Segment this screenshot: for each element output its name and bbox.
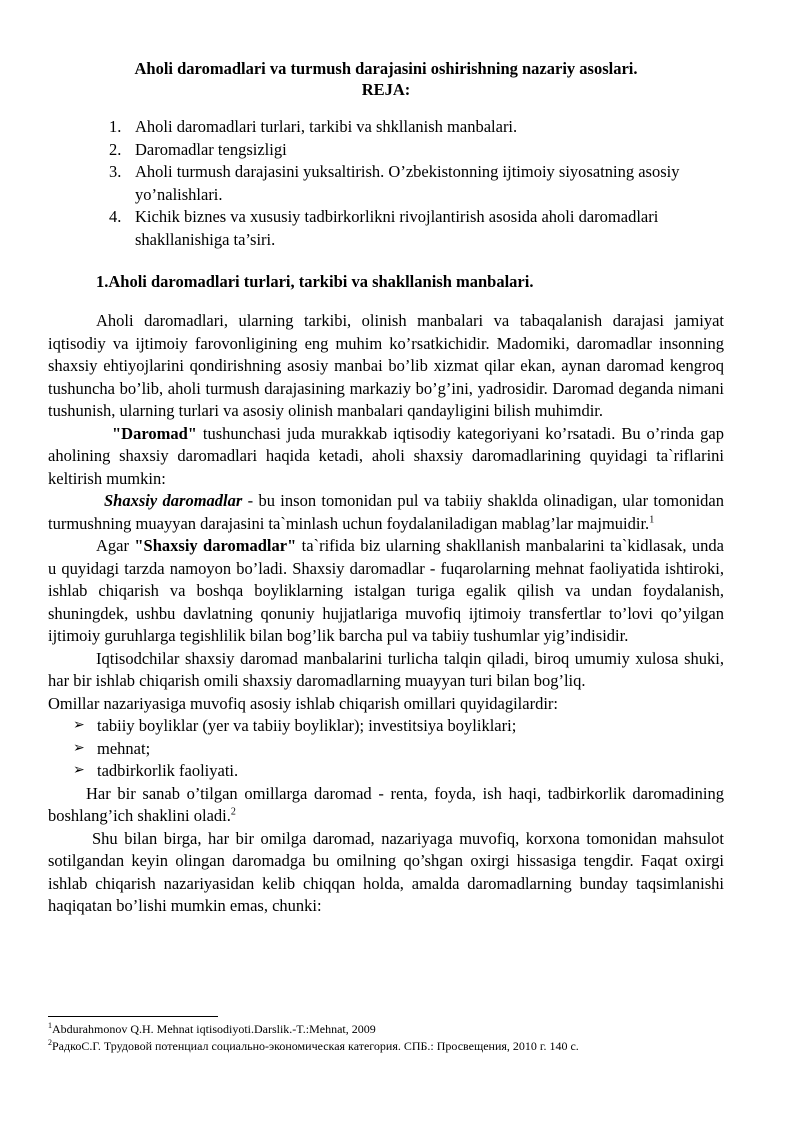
plan-item	[109, 116, 724, 139]
paragraph-distribution: Shu bilan birga, har bir omilga daromad, nazariyaga muvofiq, korxona tomonidan mahsulot sotilgandan keyin olingan daromadga bu omilning qo’shgan oxirgi hissasiga tengdir. Faqat oxirgi ishlab chiqarish nazariyasidan kelib chiqqan holda, amalda daromadlarning bunday taqsimlanishi haqiqatan bo’lishi mumkin emas, chunki:	[48, 828, 724, 915]
list-item-text: mehnat;	[97, 738, 151, 758]
footnotes	[48, 1021, 748, 1055]
arrow-bullet-icon: ➢	[73, 718, 85, 733]
plan-item	[109, 206, 724, 251]
factors-list	[48, 715, 724, 783]
paragraph-text: Agar	[96, 536, 135, 555]
list-item-text: tadbirkorlik faoliyati.	[97, 761, 239, 780]
footnote-1	[48, 1021, 748, 1038]
document-page	[48, 58, 724, 918]
paragraph-sources	[48, 535, 724, 648]
footnote-text: РадкоС.Г. Трудовой потенциал социально-экономическая категория. СПБ.: Просвещения, 2010 г. 140 с.	[52, 1039, 579, 1053]
plan-item-text: Aholi turmush darajasini yuksaltirish. O’zbekistonning ijtimoiy siyosatning asosiy yo’nalishlari.	[135, 162, 680, 204]
list-item-text: tabiiy boyliklar (yer va tabiiy boyliklar); investitsiya boyliklari;	[97, 716, 517, 735]
plan-item	[109, 161, 724, 206]
paragraph-intro: Aholi daromadlari, ularning tarkibi, olinish manbalari va tabaqalanish darajasi jamiyat iqtisodiy va ijtimoiy farovonligining eng muhim ko’rsatkichidir. Madomiki, daromadlar insonning shaxsiy ehtiyojlarini qondirishning asosiy manbai bo’lib xizmat qilar ekan, aynan daromad kengroq tushuncha bo’lib, aholi turmush darajasining markaziy bo’g’ini, yadrosidir. Daromad deganda nimani tushunish, ularning turlari va asosiy olinish manbalari qandayligini bilish muhimdir.	[48, 311, 724, 420]
plan-item-number: 3.	[109, 162, 122, 181]
footnote-divider	[48, 1016, 218, 1017]
paragraph-text: tushunchasi juda murakkab iqtisodiy kategoriyani ko’rsatadi. Bu o’rinda gap aholining shaxsiy daromadlari haqida ketadi, aholi shaxsiy daromadlarining quyidagi ta`riflarini keltirish mumkin:	[48, 423, 724, 488]
paragraph-personal-income	[48, 490, 724, 535]
footnote-text: Abdurahmonov Q.H. Mehnat iqtisodiyoti.Darslik.-T.:Mehnat, 2009	[52, 1022, 376, 1036]
term-daromad: "Daromad"	[112, 423, 197, 443]
plan-heading: REJA:	[361, 80, 411, 99]
section-heading: 1.Aholi daromadlari turlari, tarkibi va shakllanish manbalari.	[96, 272, 534, 291]
paragraph-economists: Iqtisodchilar shaxsiy daromad manbalarini turlicha talqin qiladi, biroq umumiy xulosa shuki, har bir ishlab chiqarish omili shaxsiy daromadlarning muayyan turi bilan bog’liq.	[48, 648, 724, 690]
list-item	[73, 738, 724, 761]
footnote-number: 2	[48, 1038, 52, 1047]
term-shaxsiy-daromadlar-quoted: "Shaxsiy daromadlar"	[134, 536, 297, 555]
plan-item-number: 4.	[109, 207, 122, 226]
list-item	[73, 760, 724, 783]
document-title: Aholi daromadlari va turmush darajasini oshirishning nazariy asoslari.	[134, 59, 638, 78]
paragraph-text: - bu inson tomonidan pul va tabiiy shaklda olinadigan, ular tomonidan turmushning muayyan darajasini ta`minlash uchun foydalaniladigan mablag’lar majmuidir.	[48, 491, 725, 533]
paragraph-factors-intro: Omillar nazariyasiga muvofiq asosiy ishlab chiqarish omillari quyidagilardir:	[48, 693, 559, 713]
footnote-number: 1	[48, 1021, 52, 1030]
paragraph-text: Har bir sanab o’tilgan omillarga daromad - renta, foyda, ish haqi, tadbirkorlik daromadining boshlang’ich shaklini oladi.	[48, 783, 724, 825]
footnote-ref-2[interactable]: 2	[230, 806, 236, 818]
plan-item-text: Kichik biznes va xususiy tadbirkorlikni rivojlantirish asosida aholi daromadlari shakllanishiga ta’siri.	[135, 207, 659, 249]
paragraph-daromad-definition	[48, 423, 724, 491]
list-item	[73, 715, 724, 738]
plan-item-number: 2.	[109, 139, 122, 159]
footnote-2	[48, 1038, 748, 1055]
plan-item-text: Daromadlar tengsizligi	[135, 139, 287, 159]
plan-item	[109, 139, 724, 162]
term-shaxsiy-daromadlar: Shaxsiy daromadlar	[104, 491, 243, 510]
plan-item-text: Aholi daromadlari turlari, tarkibi va shkllanish manbalari.	[135, 117, 518, 136]
arrow-bullet-icon: ➢	[73, 763, 85, 778]
paragraph-factor-income	[48, 783, 724, 828]
arrow-bullet-icon: ➢	[73, 740, 85, 756]
plan-list	[48, 116, 724, 251]
plan-item-number: 1.	[109, 117, 122, 136]
paragraph-text: ta`rifida biz ularning shakllanish manbalarini ta`kidlasak, unda u quyidagi tarzda namoyon bo’ladi. Shaxsiy daromadlar - fuqarolarning mehnat faoliyatida ishtiroki, ishlab chiqarish va boshqa boyliklarning istalgan turiga egalik qilish va undan foydalanish, shuningdek, ushbu davlatning qonuniy hujjatlariga muvofiq ijtimoiy transfertlar to’lovi qo’yilgan ijtimoiy guruhlarga tegishlilik bilan bog’lik barcha pul va tabiiy tushumlar yig’indisidir.	[48, 536, 724, 645]
footnote-ref-1[interactable]: 1	[649, 514, 655, 525]
